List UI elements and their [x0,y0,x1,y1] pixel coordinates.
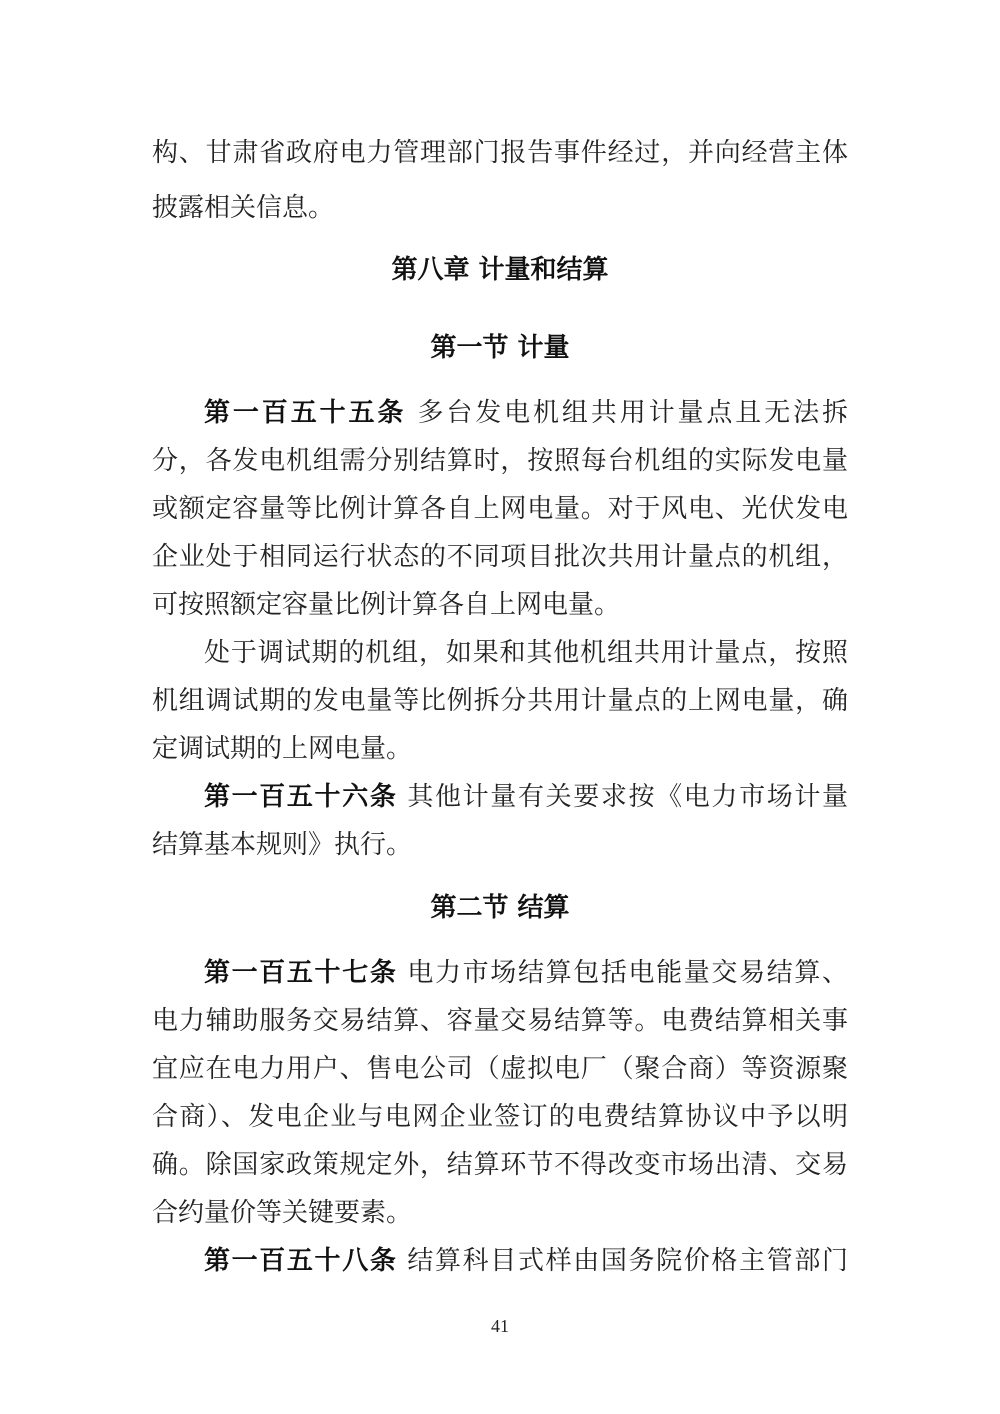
text-line [152,389,848,437]
text-line: 宜应在电力用户、售电公司（虚拟电厂（聚合商）等资源聚 [152,1054,848,1084]
text-line: 构、甘肃省政府电力管理部门报告事件经过，并向经营主体 [152,138,848,168]
article-number: 第一百五十六条 [204,782,398,812]
text-line: 披露相关信息。 [152,193,335,223]
paragraph-continuation [152,126,848,236]
text-line: 合约量价等关键要素。 [152,1198,413,1228]
text-line [152,773,848,821]
text-line: 机组调试期的发电量等比例拆分共用计量点的上网电量，确 [152,686,848,716]
text-line: 结算基本规则》执行。 [152,830,413,860]
text-line: 确。除国家政策规定外，结算环节不得改变市场出清、交易 [152,1150,848,1180]
text-line [152,949,848,997]
section-title-measurement: 第一节 计量 [430,333,570,363]
article-text: 其他计量有关要求按《电力市场计量 [397,782,848,812]
text-line: 处于调试期的机组，如果和其他机组共用计量点，按照 [204,638,848,668]
text-line: 定调试期的上网电量。 [152,734,413,764]
text-line [152,1237,848,1285]
article-157 [152,949,848,1285]
article-number: 第一百五十八条 [204,1246,398,1276]
text-line: 分，各发电机组需分别结算时，按照每台机组的实际发电量 [152,446,848,476]
article-text: 电力市场结算包括电能量交易结算、 [397,958,848,988]
article-155 [152,389,848,869]
chapter-title: 第八章 计量和结算 [391,255,609,285]
text-line: 或额定容量等比例计算各自上网电量。对于风电、光伏发电 [152,494,848,524]
text-line: 企业处于相同运行状态的不同项目批次共用计量点的机组， [152,542,848,572]
article-text: 结算科目式样由国务院价格主管部门 [397,1246,848,1276]
article-number: 第一百五十五条 [204,398,407,428]
text-line: 可按照额定容量比例计算各自上网电量。 [152,590,621,620]
text-line: 电力辅助服务交易结算、容量交易结算等。电费结算相关事 [152,1006,848,1036]
text-line: 合商）、发电企业与电网企业签订的电费结算协议中予以明 [152,1102,848,1132]
article-text: 多台发电机组共用计量点且无法拆 [406,398,848,428]
article-number: 第一百五十七条 [204,958,398,988]
page-number: 41 [491,1316,509,1336]
section-title-settlement: 第二节 结算 [430,893,570,923]
